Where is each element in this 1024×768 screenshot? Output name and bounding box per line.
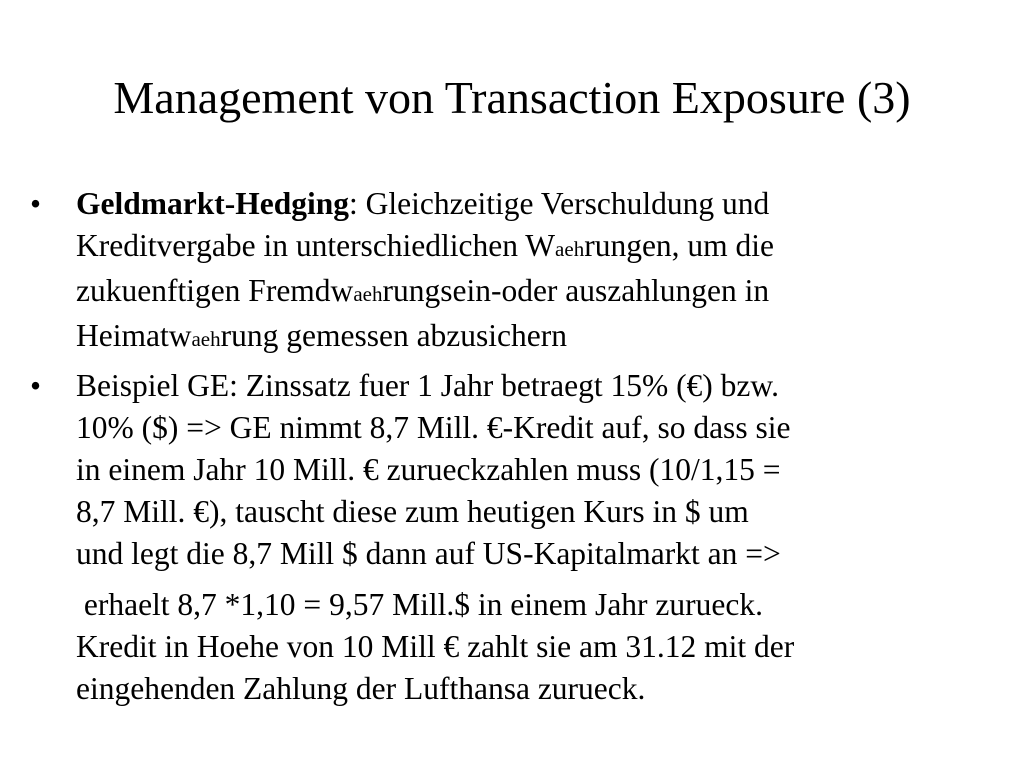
bullet1-term: Geldmarkt-Hedging [76, 186, 349, 221]
continuation-line: erhaelt 8,7 *1,10 = 9,57 Mill.$ in einem Jahr zurueck. [76, 587, 763, 622]
bullet1-line [76, 270, 1020, 315]
bullet1-text: rungen, um die [584, 228, 775, 263]
bullet2-line: 8,7 Mill. €), tauscht diese zum heutigen Kurs in $ um [76, 494, 749, 529]
slide-title: Management von Transaction Exposure (3) [113, 72, 911, 123]
bullet1-line [76, 183, 1020, 225]
bullet2-line: und legt die 8,7 Mill $ dann auf US-Kapitalmarkt an => [76, 536, 781, 571]
bullet1-line [76, 225, 1020, 270]
bullet-geldmarkt-hedging [30, 183, 1020, 360]
continuation-paragraph [30, 584, 1020, 710]
bullet2-line: in einem Jahr 10 Mill. € zurueckzahlen muss (10/1,15 = [76, 452, 781, 487]
bullet1-text: Heimatw [76, 318, 192, 353]
bullet1-line [76, 315, 1020, 360]
bullet-dot: • [30, 368, 42, 403]
bullet1-small-text: aeh [191, 327, 221, 351]
bullet-beispiel-ge [30, 365, 1020, 575]
bullet1-text: Kreditvergabe in unterschiedlichen W [76, 228, 556, 263]
bullet1-text: rung gemessen abzusichern [220, 318, 568, 353]
bullet1-text: : Gleichzeitige Verschuldung und [349, 186, 770, 221]
continuation-line: Kredit in Hoehe von 10 Mill € zahlt sie am 31.12 mit der [76, 629, 795, 664]
bullet1-small-text: aeh [353, 282, 383, 306]
continuation-line: eingehenden Zahlung der Lufthansa zurueck. [76, 671, 646, 706]
bullet1-small-text: aeh [555, 237, 585, 261]
slide-body [30, 183, 1020, 710]
bullet-dot: • [30, 186, 42, 221]
bullet2-line: Beispiel GE: Zinssatz fuer 1 Jahr betraegt 15% (€) bzw. [76, 368, 779, 403]
bullet1-text: zukuenftigen Fremdw [76, 273, 354, 308]
bullet1-text: rungsein-oder auszahlungen in [382, 273, 770, 308]
bullet2-line: 10% ($) => GE nimmt 8,7 Mill. €-Kredit auf, so dass sie [76, 410, 791, 445]
